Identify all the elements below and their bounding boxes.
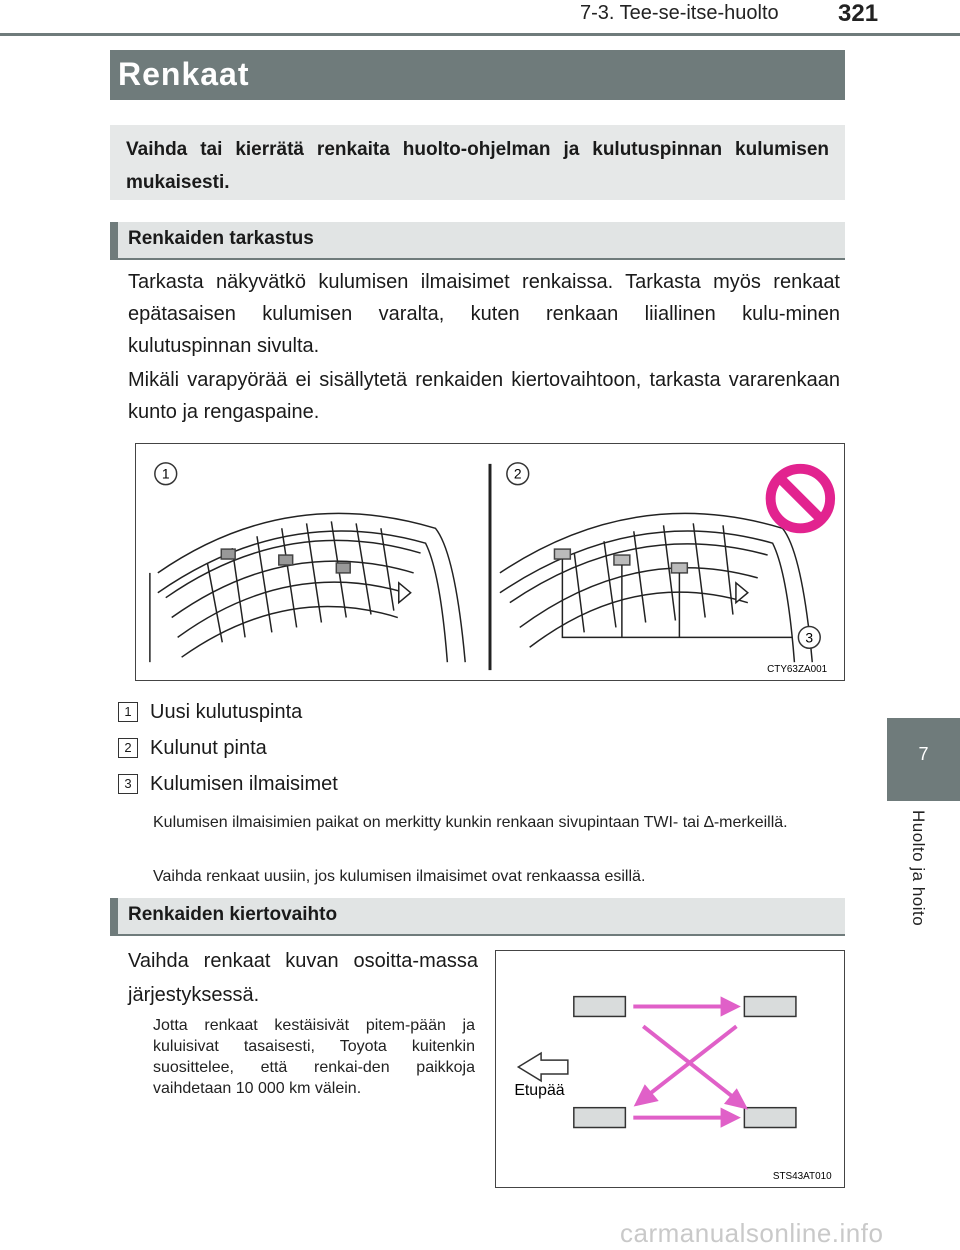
legend-item-2 bbox=[118, 737, 267, 763]
legend-item-1 bbox=[118, 701, 302, 727]
intro-box: Vaihda tai kierrätä renkaita huolto-ohjelman ja kulutuspinnan kulumisen mukaisesti. bbox=[110, 125, 845, 200]
figure-code: CTY63ZA001 bbox=[767, 664, 828, 676]
legend-number-1: 1 bbox=[118, 702, 138, 722]
tire-front-right bbox=[744, 997, 796, 1017]
rotation-paragraph: Vaihda renkaat kuvan osoitta-massa järjestyksessä. bbox=[128, 950, 478, 1006]
page-number: 321 bbox=[838, 0, 879, 27]
section-heading-rotation: Renkaiden kiertovaihto bbox=[110, 898, 845, 936]
tire-wear-figure bbox=[135, 443, 845, 681]
legend-label-1: Uusi kulutuspinta bbox=[150, 701, 303, 723]
tire-rotation-diagram bbox=[496, 951, 844, 1187]
callout-3-label: 3 bbox=[805, 629, 814, 646]
tire-rotation-figure bbox=[495, 950, 845, 1188]
legend-label-3: Kulumisen ilmaisimet bbox=[150, 773, 338, 795]
new-tire-drawing bbox=[150, 513, 465, 662]
rotation-arrows bbox=[633, 1000, 744, 1125]
front-label: Etupää bbox=[514, 1081, 565, 1099]
tire-rear-right bbox=[744, 1108, 796, 1128]
legend-label-2: Kulunut pinta bbox=[150, 737, 267, 759]
legend-item-3 bbox=[118, 773, 338, 799]
no-symbol-icon bbox=[771, 469, 830, 528]
tire-front-left bbox=[574, 997, 626, 1017]
header-section-title: 7-3. Tee-se-itse-huolto bbox=[580, 2, 779, 24]
section-heading-inspection: Renkaiden tarkastus bbox=[110, 222, 845, 260]
callout-2-label: 2 bbox=[513, 465, 522, 482]
front-arrow-icon bbox=[518, 1053, 568, 1081]
inspection-paragraph-1: Tarkasta näkyvätkö kulumisen ilmaisimet renkaissa. Tarkasta myös renkaat epätasaisen kulumisen varalta, kuten renkaan liiallinen kulu-minen kulutuspinnan sivulta. bbox=[128, 271, 840, 357]
rotation-figure-code: STS43AT010 bbox=[772, 1171, 832, 1183]
callout-1-label: 1 bbox=[161, 465, 170, 482]
page-title: Renkaat bbox=[118, 56, 250, 92]
watermark: carmanualsonline.info bbox=[620, 1218, 884, 1248]
page-title-bar bbox=[110, 50, 845, 100]
header-rule bbox=[0, 33, 960, 36]
chapter-tab[interactable] bbox=[887, 718, 960, 801]
chapter-number: 7 bbox=[918, 744, 929, 764]
inspection-paragraph-2: Mikäli varapyörää ei sisällytetä renkaiden kiertovaihtoon, tarkasta vararenkaan kunto ja rengaspaine. bbox=[128, 369, 840, 423]
wear-indicator-note-1: Kulumisen ilmaisimien paikat on merkitty kunkin renkaan sivupintaan TWI- tai ∆-merkeillä. bbox=[153, 814, 788, 831]
rotation-note: Jotta renkaat kestäisivät pitem-pään ja kuluisivat tasaisesti, Toyota kuitenkin suosittelee, että renkai-den paikkoja vaihdetaan 10 000 km välein. bbox=[153, 1017, 475, 1097]
legend-number-3: 3 bbox=[118, 774, 138, 794]
tire-rear-left bbox=[574, 1108, 626, 1128]
worn-tire-drawing bbox=[500, 513, 812, 662]
tire-wear-illustration bbox=[136, 444, 844, 680]
wear-indicator-note-2: Vaihda renkaat uusiin, jos kulumisen ilmaisimet ovat renkaassa esillä. bbox=[153, 868, 646, 885]
chapter-title: Huolto ja hoito bbox=[909, 810, 928, 927]
legend-number-2: 2 bbox=[118, 738, 138, 758]
